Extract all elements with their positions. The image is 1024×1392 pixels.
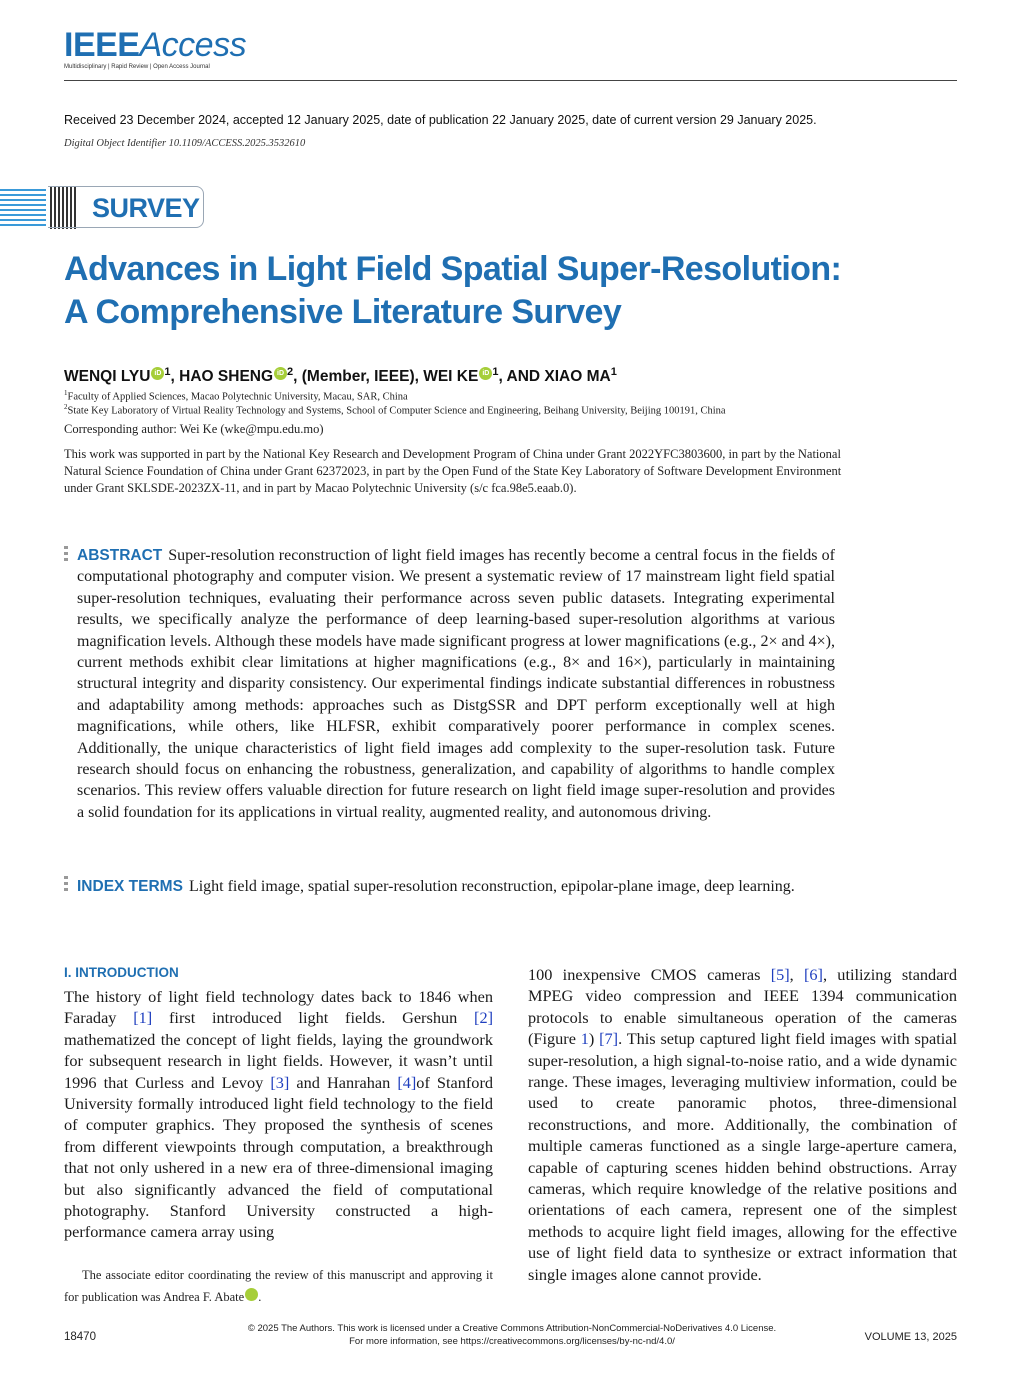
author-name: WENQI LYU: [64, 368, 151, 386]
title-line-1: Advances in Light Field Spatial Super-Resolution:: [64, 250, 842, 288]
index-terms-heading: INDEX TERMS: [77, 878, 183, 895]
doi-line: Digital Object Identifier 10.1109/ACCESS.2025.3532610: [64, 138, 306, 149]
author-name: , (Member, IEEE), WEI KE: [293, 368, 479, 386]
orcid-icon[interactable]: iD: [274, 367, 287, 380]
abstract: [77, 545, 835, 823]
citation-link[interactable]: [1]: [133, 1008, 153, 1028]
license-notice: © 2025 The Authors. This work is licensed under a Creative Commons Attribution-NonCommercial-NoDerivatives 4.0 License. For more information, see https://creativecommons.org/licenses/by-nc-nd/4.0/: [0, 1322, 1024, 1348]
paper-title: [64, 248, 944, 334]
author-list: [64, 366, 944, 386]
index-terms: [77, 876, 835, 897]
body-column-right: 100 inexpensive CMOS cameras [5], [6], utilizing standard MPEG video compression and IEEE 1394 communication protocols to enable simultaneous operation of the cameras (Figure 1) [7]. This setup captured light field images with spatial super-resolution, a high signal-to-noise ratio, and a wide dynamic range. These images, leveraging multiview information, could be used to create panoramic photos, three-dimensional reconstructions, and more. Additionally, the combination of multiple cameras functioned as a single large-aperture camera, capable of capturing scenes hidden behind obstructions. Array cameras, which require knowledge of the relative positions and orientations of each camera, represent one of the simplest methods to acquire light field images, allowing for the effective use of light field data to synthesize or extract information that single images alone cannot provide.: [528, 965, 957, 1284]
author-name: , AND XIAO MA: [498, 368, 611, 386]
citation-link[interactable]: [3]: [270, 1072, 290, 1092]
funding-statement: This work was supported in part by the National Key Research and Development Program of China under Grant 2022YFC3803600, in part by the National Natural Science Foundation of China under Grant 62372023, in part by the Open Fund of the State Key Laboratory of Software Development Environment under Grant SKLSDE-2023ZX-11, and in part by Macao Polytechnic University (s/c fca.98e5.eaab.0).: [64, 447, 842, 495]
affiliation-2: $^2$State Key Laboratory of Virtual Reality Technology and Systems, School of Computer Science and Engineering, Beihang University, Beijing 100191, China: [64, 403, 726, 417]
license-link[interactable]: For more information, see https://creativecommons.org/licenses/by-nc-nd/4.0/: [349, 1336, 675, 1347]
author-affil-mark: 1: [164, 366, 171, 378]
orcid-icon[interactable]: iD: [479, 367, 492, 380]
author-affil-mark: 1: [492, 366, 499, 378]
section-heading: I. INTRODUCTION: [64, 965, 179, 980]
journal-tagline: Multidisciplinary | Rapid Review | Open Access Journal: [64, 64, 210, 70]
author-affil-mark: 1: [610, 366, 617, 378]
article-type-label: SURVEY: [92, 193, 200, 223]
journal-logo: IEEEAccess: [64, 26, 247, 64]
title-line-2: A Comprehensive Literature Survey: [64, 293, 622, 331]
citation-link[interactable]: [7]: [599, 1029, 619, 1049]
citation-link[interactable]: [5]: [770, 965, 790, 984]
header-divider: [64, 80, 957, 81]
author-name: , HAO SHENG: [170, 368, 274, 386]
orcid-icon[interactable]: iD: [245, 1288, 258, 1301]
orcid-icon[interactable]: iD: [151, 367, 164, 380]
abstract-heading: ABSTRACT: [77, 547, 163, 564]
citation-link[interactable]: [4]: [397, 1072, 417, 1092]
abstract-marker: [64, 546, 68, 564]
author-affil-mark: 2: [287, 366, 294, 378]
page-number: 18470: [64, 1331, 96, 1343]
figure-link[interactable]: 1: [580, 1029, 589, 1049]
received-dates: Received 23 December 2024, accepted 12 January 2025, date of publication 22 January 2025, date of current version 29 January 2025.: [64, 113, 817, 127]
body-column-left: The history of light field technology dates back to 1846 when Faraday [1] first introduced light fields. Gershun [2] mathematized the concept of light fields, laying the groundwork for subsequent research in light fields. However, it wasn’t until 1996 that Curless and Levoy [3] and Hanrahan [4]of Stanford University formally introduced light field technology to the field of computer graphics. They proposed the synthesis of scenes from different viewpoints through computation, a breakthrough that not only ushered in a new era of three-dimensional imaging but also significantly advanced the field of computational photography. Stanford University constructed a high-performance camera array using: [64, 987, 494, 1242]
volume-label: VOLUME 13, 2025: [864, 1331, 957, 1343]
index-terms-marker: [64, 876, 68, 894]
affiliation-1: $^1$Faculty of Applied Sciences, Macao Polytechnic University, Macau, SAR, China: [64, 389, 408, 403]
index-terms-text: Light field image, spatial super-resolution reconstruction, epipolar-plane image, deep learning.: [188, 878, 795, 895]
corresponding-author: Corresponding author: Wei Ke (wke@mpu.edu.mo): [64, 422, 324, 436]
citation-link[interactable]: [2]: [474, 1008, 494, 1028]
abstract-text: Super-resolution reconstruction of light field images has recently become a central focus in the fields of computational photography and computer vision. We present a systematic review of 17 mainstream light field spatial super-resolution techniques, evaluating their performance across seven public datasets. Integrating experimental results, we specifically analyze the performance of deep learning-based super-resolution algorithms at various magnification levels. Although these models have made significant progress at lower magnifications (e.g., 2× and 4×), current methods exhibit clear limitations at higher magnifications (e.g., 8× and 16×), particularly in maintaining structural integrity and disparity consistency. Our experimental findings indicate substantial differences in robustness and adaptability among methods: approaches such as DistgSSR and DPT perform exceptionally well at high magnifications, while others, like HLFSR, exhibit comparatively poorer performance in complex scenes. Additionally, the unique characteristics of light field images add complexity to the super-resolution task. Future research should focus on enhancing the robustness, generalization, and capability of algorithms to handle complex scenarios. This review offers valuable direction for future research on light field image super-resolution and provides a solid foundation for its applications in virtual reality, augmented reality, and autonomous driving.: [77, 547, 835, 821]
editor-footnote: The associate editor coordinating the review of this manuscript and approving it for publication was Andrea F. Abate iD.: [64, 1268, 493, 1304]
citation-link[interactable]: [6]: [804, 965, 823, 984]
